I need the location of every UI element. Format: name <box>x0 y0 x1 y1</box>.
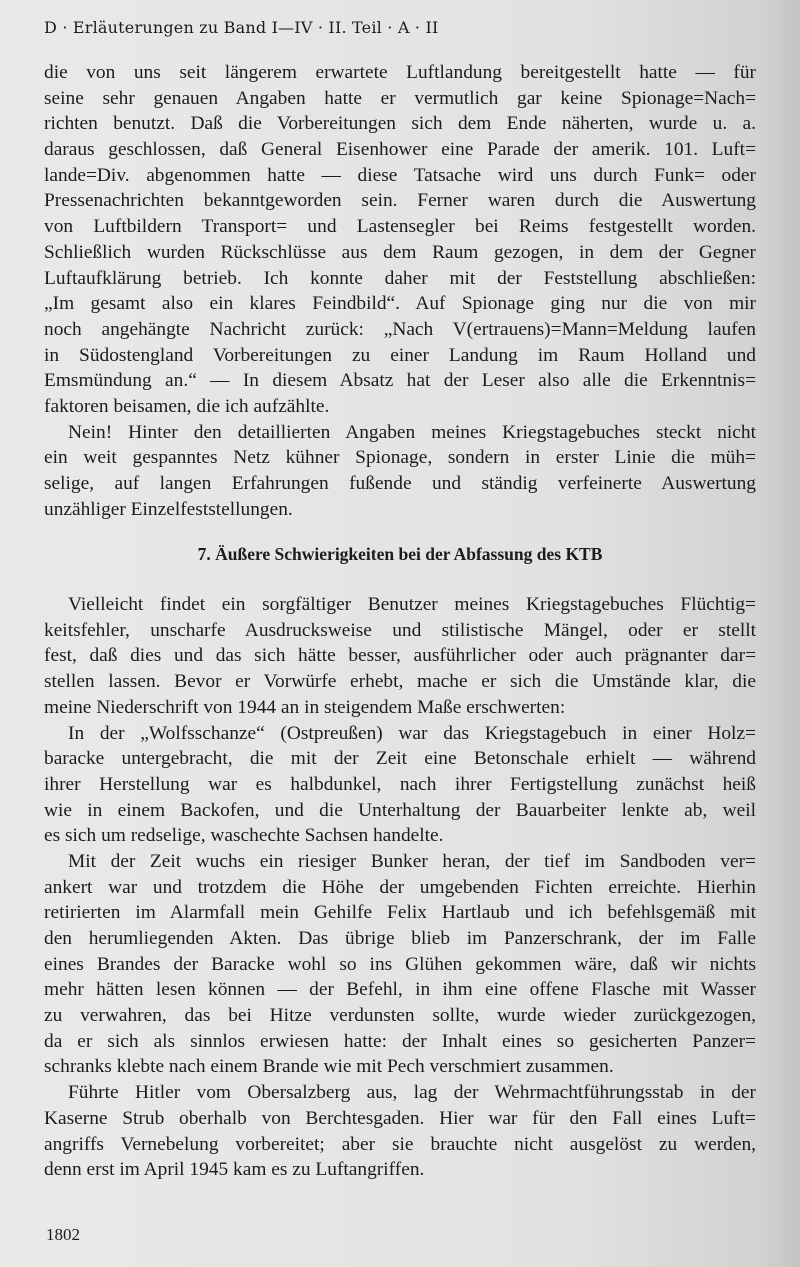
text-line: zu verwahren, das bei Hitze verdunsten sollte, wurde wieder zurückgezogen, <box>44 1005 756 1027</box>
text-line: richten benutzt. Daß die Vorbereitungen sich dem Ende näherten, wurde u. a. <box>44 113 756 135</box>
text-line: fest, daß dies und das sich hätte besser, ausführlicher oder auch prägnanter dar= <box>44 645 756 667</box>
paragraph <box>44 721 756 849</box>
text-line: da er sich als sinnlos erwiesen hatte: der Inhalt eines so gesicherten Panzer= <box>44 1030 756 1052</box>
text-line: ankert war und trotzdem die Höhe der umgebenden Fichten erreichte. Hierhin <box>44 876 756 898</box>
text-line: angriffs Vernebelung vorbereitet; aber sie brauchte nicht ausgelöst zu werden, <box>44 1133 756 1155</box>
paragraph <box>44 849 756 1080</box>
text-line: ein weit gespanntes Netz kühner Spionage, sondern in erster Linie die müh= <box>44 447 756 469</box>
running-header: D · Erläuterungen zu Band I—IV · II. Teil · A · II <box>44 18 439 37</box>
text-line: Nein! Hinter den detaillierten Angaben meines Kriegstagebuches steckt nicht <box>68 421 756 443</box>
text-line: es sich um redselige, waschechte Sachsen handelte. <box>44 825 444 847</box>
text-line: stellen lassen. Bevor er Vorwürfe erhebt, mache er sich die Umstände klar, die <box>44 671 756 693</box>
text-line: mehr hätten lesen können — der Befehl, in ihm eine offene Flasche mit Wasser <box>44 979 756 1001</box>
text-line: von Luftbildern Transport= und Lastensegler bei Reims festgestellt worden. <box>44 216 756 238</box>
text-line: Emsmündung an.“ — In diesem Absatz hat der Leser also alle die Erkenntnis= <box>44 370 756 392</box>
text-line: Kaserne Strub oberhalb von Berchtesgaden. Hier war für den Fall eines Luft= <box>44 1107 756 1129</box>
text-line: Luftaufklärung betrieb. Ich konnte daher mit der Feststellung abschließen: <box>44 267 756 289</box>
text-line: Mit der Zeit wuchs ein riesiger Bunker heran, der tief im Sandboden ver= <box>68 850 756 872</box>
text-line: schranks klebte nach einem Brande wie mit Pech verschmiert zusammen. <box>44 1056 614 1078</box>
text-line: seine sehr genauen Angaben hatte er vermutlich gar keine Spionage=Nach= <box>44 87 756 109</box>
section-heading: 7. Äußere Schwierigkeiten bei der Abfassung des KTB <box>197 544 603 565</box>
paragraph <box>44 420 756 523</box>
paragraph <box>44 592 756 720</box>
text-line: Schließlich wurden Rückschlüsse aus dem Raum gezogen, in dem der Gegner <box>44 241 756 263</box>
text-line: in Südostengland Vorbereitungen zu einer Landung im Raum Holland und <box>44 344 756 366</box>
text-line: In der „Wolfsschanze“ (Ostpreußen) war das Kriegstagebuch in einer Holz= <box>68 722 756 744</box>
text-line: lande=Div. abgenommen hatte — diese Tatsache wird uns durch Funk= oder <box>44 164 756 186</box>
text-line: selige, auf langen Erfahrungen fußende und ständig verfeinerte Auswertung <box>44 473 756 494</box>
text-line: faktoren beisamen, die ich aufzählte. <box>44 395 330 417</box>
text-line: Pressenachrichten bekanntgeworden sein. Ferner waren durch die Auswertung <box>44 190 756 212</box>
text-line: den herumliegenden Akten. Das übrige blieb im Panzerschrank, der im Falle <box>44 928 756 949</box>
text-line: unzähliger Einzelfeststellungen. <box>44 498 293 520</box>
text-line: die von uns seit längerem erwartete Luftlandung bereitgestellt hatte — für <box>44 62 756 83</box>
text-line: noch angehängte Nachricht zurück: „Nach V(ertrauens)=Mann=Meldung laufen <box>44 318 756 340</box>
text-line: Vielleicht findet ein sorgfältiger Benutzer meines Kriegstagebuches Flüchtig= <box>68 594 756 616</box>
body-text <box>44 60 756 1183</box>
text-line: baracke untergebracht, die mit der Zeit eine Betonschale erhielt — während <box>44 748 756 770</box>
paragraph <box>44 60 756 420</box>
text-line: „Im gesamt also ein klares Feindbild“. Auf Spionage ging nur die von mir <box>44 293 756 315</box>
text-line: daraus geschlossen, daß General Eisenhower eine Parade der amerik. 101. Luft= <box>44 139 756 161</box>
text-line: ihrer Herstellung war es halbdunkel, nach ihrer Fertigstellung zunächst heiß <box>44 773 756 795</box>
text-line: Führte Hitler vom Obersalzberg aus, lag der Wehrmachtführungsstab in der <box>68 1082 756 1104</box>
text-line: eines Brandes der Baracke wohl so ins Glühen gekommen wäre, daß wir nichts <box>44 953 756 975</box>
text-line: meine Niederschrift von 1944 an in steigendem Maße erschwerten: <box>44 696 566 718</box>
text-line: wie in einem Backofen, und die Unterhaltung der Bauarbeiter lenkte ab, weil <box>44 799 756 821</box>
text-line: retirierten im Alarmfall mein Gehilfe Felix Hartlaub und ich befehlsgemäß mit <box>44 902 756 924</box>
paragraph <box>44 1080 756 1183</box>
text-line: denn erst im April 1945 kam es zu Luftangriffen. <box>44 1159 425 1181</box>
text-line: keitsfehler, unscharfe Ausdrucksweise und stilistische Mängel, oder er stellt <box>44 619 756 641</box>
page-number: 1802 <box>46 1225 80 1244</box>
